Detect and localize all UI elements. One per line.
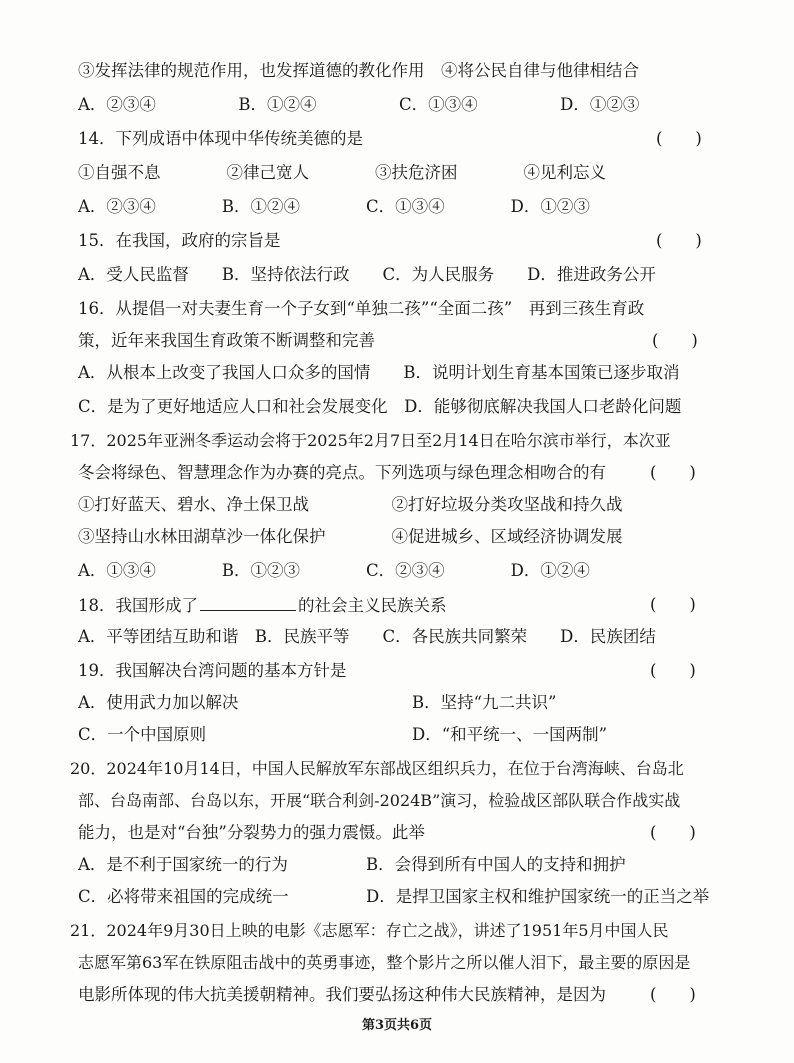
q19-choice-b: B．坚持“九二共识” xyxy=(412,693,557,712)
q17-stem-1: 17．2025年亚洲冬季运动会将于2025年2月7日至2月14日在哈尔滨市举行，本次亚 xyxy=(70,431,671,450)
q17-items-34: ③坚持山水林田湖草沙一体化保护 ④促进城乡、区域经济协调发展 xyxy=(78,527,623,546)
q14-choices: A．②③④ B．①②④ C．①③④ D．①②③ xyxy=(78,197,590,216)
q18-choices: A．平等团结互助和谐 B．民族平等 C．各民族共同繁荣 D．民族团结 xyxy=(78,627,656,646)
q17-stem-2: 冬会将绿色、智慧理念作为办赛的亮点。下列选项与绿色理念相吻合的有 xyxy=(78,463,606,482)
q14-stem: 14．下列成语中体现中华传统美德的是 xyxy=(78,129,363,148)
q20-bracket: ( ) xyxy=(650,823,696,842)
q16-stem-2: 策，近年来我国生育政策不断调整和完善 xyxy=(78,331,375,350)
q21-bracket: ( ) xyxy=(650,985,696,1004)
q19-choice-d: D．“和平统一、一国两制” xyxy=(412,725,608,744)
q14-items: ①自强不息 ②律己宽人 ③扶危济困 ④见利忘义 xyxy=(78,163,606,182)
q20-stem-2: 部、台岛南部、台岛以东，开展“联合利剑-2024B”演习，检验战区部队联合作战实战 xyxy=(78,791,681,810)
q21-stem-2: 志愿军第63军在铁原阻击战中的英勇事迹，整个影片之所以催人泪下，最主要的原因是 xyxy=(78,953,691,972)
q20-choice-d: D．是捍卫国家主权和维护国家统一的正当之举 xyxy=(366,887,710,906)
q21-stem-3: 电影所体现的伟大抗美援朝精神。我们要弘扬这种伟大民族精神，是因为 xyxy=(78,985,606,1004)
q15-stem: 15．在我国，政府的宗旨是 xyxy=(78,231,281,250)
q20-stem-1: 20．2024年10月14日，中国人民解放军东部战区组织兵力，在位于台湾海峡、台岛北 xyxy=(70,759,684,778)
q15-choices: A．受人民监督 B．坚持依法行政 C．为人民服务 D．推进政务公开 xyxy=(78,265,656,284)
q20-choice-a: A．是不利于国家统一的行为 xyxy=(78,855,288,874)
q19-bracket: ( ) xyxy=(650,661,696,680)
q17-items-12: ①打好蓝天、碧水、净土保卫战 ②打好垃圾分类攻坚战和持久战 xyxy=(78,495,623,514)
q18-bracket: ( ) xyxy=(650,595,696,614)
q17-choices: A．①③④ B．①②③ C．②③④ D．①②④ xyxy=(78,561,590,580)
fill-in-blank xyxy=(200,594,296,611)
q15-bracket: ( ) xyxy=(656,231,702,250)
q16-choices-ab: A．从根本上改变了我国人口众多的国情 B．说明计划生育基本国策已逐步取消 xyxy=(78,363,680,382)
q20-stem-3: 能力，也是对“台独”分裂势力的强力震慑。此举 xyxy=(78,823,425,842)
q19-choice-a: A．使用武力加以解决 xyxy=(78,693,239,712)
q20-choice-c: C．必将带来祖国的完成统一 xyxy=(78,887,289,906)
q20-choice-b: B．会得到所有中国人的支持和拥护 xyxy=(366,855,626,874)
q17-bracket: ( ) xyxy=(650,463,696,482)
q19-stem: 19．我国解决台湾问题的基本方针是 xyxy=(78,661,347,680)
q19-choice-c: C．一个中国原则 xyxy=(78,725,207,744)
q18-stem: 18．我国形成了 的社会主义民族关系 xyxy=(78,596,447,615)
q13-option-line-cont: ③发挥法律的规范作用，也发挥道德的教化作用 ④将公民自律与他律相结合 xyxy=(78,61,639,80)
q14-bracket: ( ) xyxy=(656,129,702,148)
q16-choices-cd: C．是为了更好地适应人口和社会发展变化 D．能够彻底解决我国人口老龄化问题 xyxy=(78,397,682,416)
page-footer: 第3页共6页 xyxy=(361,1018,433,1033)
q21-stem-1: 21．2024年9月30日上映的电影《志愿军：存亡之战》，讲述了1951年5月中国人民 xyxy=(70,921,669,940)
q16-stem-1: 16．从提倡一对夫妻生育一个子女到“单独二孩”“全面二孩” 再到三孩生育政 xyxy=(78,299,645,318)
q16-bracket: ( ) xyxy=(652,331,698,350)
q13-choices: A．②③④ B．①②④ C．①③④ D．①②③ xyxy=(78,95,640,114)
